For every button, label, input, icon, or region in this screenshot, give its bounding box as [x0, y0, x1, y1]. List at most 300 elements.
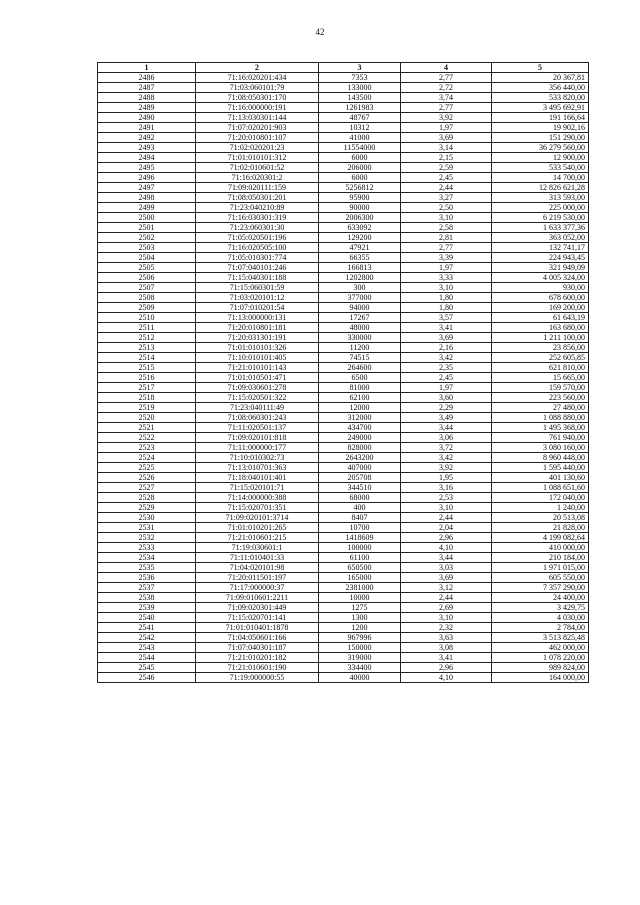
- area-cell: 6000: [319, 173, 401, 183]
- rate-cell: 2,15: [401, 153, 492, 163]
- row-number-cell: 2505: [98, 263, 196, 273]
- table-row: [98, 633, 589, 643]
- table-row: [98, 373, 589, 383]
- row-number-cell: 2514: [98, 353, 196, 363]
- cadastral-number-cell: 71:09:020101:3714: [196, 513, 319, 523]
- table-row: [98, 283, 589, 293]
- row-number-cell: 2509: [98, 303, 196, 313]
- row-number-cell: 2507: [98, 283, 196, 293]
- row-number-cell: 2543: [98, 643, 196, 653]
- cadastral-number-cell: 71:23:040111:49: [196, 403, 319, 413]
- value-cell: 401 130,60: [492, 473, 589, 483]
- row-number-cell: 2545: [98, 663, 196, 673]
- rate-cell: 3,44: [401, 553, 492, 563]
- rate-cell: 2,72: [401, 83, 492, 93]
- column-header-2: 2: [196, 63, 319, 73]
- rate-cell: 3,10: [401, 283, 492, 293]
- value-cell: 7 357 290,00: [492, 583, 589, 593]
- value-cell: 3 495 692,91: [492, 103, 589, 113]
- rate-cell: 2,29: [401, 403, 492, 413]
- value-cell: 169 200,00: [492, 303, 589, 313]
- rate-cell: 3,69: [401, 573, 492, 583]
- rate-cell: 3,92: [401, 113, 492, 123]
- table-row: [98, 443, 589, 453]
- area-cell: 967996: [319, 633, 401, 643]
- area-cell: 344510: [319, 483, 401, 493]
- row-number-cell: 2540: [98, 613, 196, 623]
- row-number-cell: 2520: [98, 413, 196, 423]
- cadastral-number-cell: 71:01:010101:326: [196, 343, 319, 353]
- value-cell: 4 199 082,64: [492, 533, 589, 543]
- table-row: [98, 253, 589, 263]
- cadastral-number-cell: 71:21:010101:143: [196, 363, 319, 373]
- rate-cell: 2,35: [401, 363, 492, 373]
- rate-cell: 2,44: [401, 593, 492, 603]
- rate-cell: 1,97: [401, 263, 492, 273]
- value-cell: 1 211 100,00: [492, 333, 589, 343]
- table-row: [98, 513, 589, 523]
- value-cell: 61 643,19: [492, 313, 589, 323]
- rate-cell: 2,96: [401, 533, 492, 543]
- value-cell: 191 166,64: [492, 113, 589, 123]
- area-cell: 330000: [319, 333, 401, 343]
- row-number-cell: 2510: [98, 313, 196, 323]
- rate-cell: 2,44: [401, 513, 492, 523]
- rate-cell: 4,10: [401, 543, 492, 553]
- value-cell: 1 971 015,00: [492, 563, 589, 573]
- value-cell: 164 000,00: [492, 673, 589, 683]
- row-number-cell: 2532: [98, 533, 196, 543]
- area-cell: 407000: [319, 463, 401, 473]
- cadastral-value-table: [97, 62, 589, 683]
- cadastral-number-cell: 71:07:040301:187: [196, 643, 319, 653]
- cadastral-number-cell: 71:18:040101:401: [196, 473, 319, 483]
- area-cell: 10312: [319, 123, 401, 133]
- cadastral-number-cell: 71:21:010201:182: [196, 653, 319, 663]
- table-row: [98, 573, 589, 583]
- table-row: [98, 393, 589, 403]
- table-row: [98, 343, 589, 353]
- page-number: 42: [315, 27, 325, 37]
- value-cell: 159 570,00: [492, 383, 589, 393]
- cadastral-number-cell: 71:16:030301:319: [196, 213, 319, 223]
- cadastral-number-cell: 71:09:020101:818: [196, 433, 319, 443]
- area-cell: 165000: [319, 573, 401, 583]
- row-number-cell: 2525: [98, 463, 196, 473]
- table-row: [98, 353, 589, 363]
- column-header-3: 3: [319, 63, 401, 73]
- table-row: [98, 203, 589, 213]
- cadastral-number-cell: 71:10:010101:405: [196, 353, 319, 363]
- value-cell: 27 480,00: [492, 403, 589, 413]
- cadastral-number-cell: 71:03:020101:12: [196, 293, 319, 303]
- area-cell: 10000: [319, 593, 401, 603]
- cadastral-number-cell: 71:23:060301:30: [196, 223, 319, 233]
- value-cell: 151 290,00: [492, 133, 589, 143]
- cadastral-number-cell: 71:20:010801:181: [196, 323, 319, 333]
- row-number-cell: 2518: [98, 393, 196, 403]
- table-row: [98, 263, 589, 273]
- cadastral-number-cell: 71:08:060301:243: [196, 413, 319, 423]
- table-row: [98, 563, 589, 573]
- table-row: [98, 433, 589, 443]
- area-cell: 17267: [319, 313, 401, 323]
- rate-cell: 2,81: [401, 233, 492, 243]
- row-number-cell: 2492: [98, 133, 196, 143]
- rate-cell: 3,14: [401, 143, 492, 153]
- row-number-cell: 2541: [98, 623, 196, 633]
- area-cell: 8407: [319, 513, 401, 523]
- cadastral-number-cell: 71:19:000000:55: [196, 673, 319, 683]
- area-cell: 166813: [319, 263, 401, 273]
- cadastral-number-cell: 71:01:010501:471: [196, 373, 319, 383]
- row-number-cell: 2486: [98, 73, 196, 83]
- value-cell: 1 595 440,00: [492, 463, 589, 473]
- rate-cell: 3,10: [401, 503, 492, 513]
- row-number-cell: 2527: [98, 483, 196, 493]
- table-row: [98, 643, 589, 653]
- rate-cell: 3,03: [401, 563, 492, 573]
- rate-cell: 3,41: [401, 323, 492, 333]
- area-cell: 1418609: [319, 533, 401, 543]
- value-cell: 605 550,00: [492, 573, 589, 583]
- table-row: [98, 153, 589, 163]
- area-cell: 300: [319, 283, 401, 293]
- cadastral-number-cell: 71:09:020111:159: [196, 183, 319, 193]
- area-cell: 100000: [319, 543, 401, 553]
- cadastral-number-cell: 71:13:010701:363: [196, 463, 319, 473]
- cadastral-number-cell: 71:07:010201:54: [196, 303, 319, 313]
- cadastral-number-cell: 71:16:020301:2: [196, 173, 319, 183]
- area-cell: 5256812: [319, 183, 401, 193]
- rate-cell: 3,41: [401, 653, 492, 663]
- cadastral-number-cell: 71:23:040210:89: [196, 203, 319, 213]
- value-cell: 224 943,45: [492, 253, 589, 263]
- row-number-cell: 2489: [98, 103, 196, 113]
- rate-cell: 3,60: [401, 393, 492, 403]
- rate-cell: 2,32: [401, 623, 492, 633]
- value-cell: 24 400,00: [492, 593, 589, 603]
- value-cell: 533 820,00: [492, 93, 589, 103]
- area-cell: 334400: [319, 663, 401, 673]
- table-row: [98, 503, 589, 513]
- cadastral-number-cell: 71:13:000000:131: [196, 313, 319, 323]
- table-row: [98, 113, 589, 123]
- cadastral-number-cell: 71:19:030601:1: [196, 543, 319, 553]
- table-row: [98, 403, 589, 413]
- value-cell: 163 680,00: [492, 323, 589, 333]
- rate-cell: 3,69: [401, 133, 492, 143]
- table-row: [98, 473, 589, 483]
- value-cell: 3 513 825,48: [492, 633, 589, 643]
- row-number-cell: 2519: [98, 403, 196, 413]
- rate-cell: 3,10: [401, 213, 492, 223]
- area-cell: 68000: [319, 493, 401, 503]
- cadastral-number-cell: 71:03:060101:79: [196, 83, 319, 93]
- value-cell: 1 088 880,00: [492, 413, 589, 423]
- value-cell: 20 513,08: [492, 513, 589, 523]
- value-cell: 1 078 220,00: [492, 653, 589, 663]
- value-cell: 172 040,00: [492, 493, 589, 503]
- area-cell: 400: [319, 503, 401, 513]
- rate-cell: 2,69: [401, 603, 492, 613]
- row-number-cell: 2512: [98, 333, 196, 343]
- table-row: [98, 73, 589, 83]
- cadastral-number-cell: 71:08:050301:201: [196, 193, 319, 203]
- table-row: [98, 543, 589, 553]
- row-number-cell: 2536: [98, 573, 196, 583]
- table-row: [98, 303, 589, 313]
- cadastral-number-cell: 71:15:020501:322: [196, 393, 319, 403]
- area-cell: 312000: [319, 413, 401, 423]
- table-row: [98, 323, 589, 333]
- row-number-cell: 2496: [98, 173, 196, 183]
- row-number-cell: 2516: [98, 373, 196, 383]
- value-cell: 252 605,85: [492, 353, 589, 363]
- cadastral-number-cell: 71:20:010801:107: [196, 133, 319, 143]
- row-number-cell: 2504: [98, 253, 196, 263]
- area-cell: 62100: [319, 393, 401, 403]
- area-cell: 66355: [319, 253, 401, 263]
- table-row: [98, 523, 589, 533]
- cadastral-number-cell: 71:02:010601:52: [196, 163, 319, 173]
- row-number-cell: 2521: [98, 423, 196, 433]
- table-row: [98, 313, 589, 323]
- row-number-cell: 2493: [98, 143, 196, 153]
- row-number-cell: 2538: [98, 593, 196, 603]
- cadastral-number-cell: 71:15:020701:141: [196, 613, 319, 623]
- area-cell: 6500: [319, 373, 401, 383]
- row-number-cell: 2539: [98, 603, 196, 613]
- rate-cell: 3,57: [401, 313, 492, 323]
- rate-cell: 3,92: [401, 463, 492, 473]
- area-cell: 95900: [319, 193, 401, 203]
- area-cell: 74515: [319, 353, 401, 363]
- table-row: [98, 663, 589, 673]
- row-number-cell: 2503: [98, 243, 196, 253]
- row-number-cell: 2497: [98, 183, 196, 193]
- row-number-cell: 2490: [98, 113, 196, 123]
- rate-cell: 2,96: [401, 663, 492, 673]
- value-cell: 225 000,00: [492, 203, 589, 213]
- rate-cell: 2,53: [401, 493, 492, 503]
- row-number-cell: 2487: [98, 83, 196, 93]
- rate-cell: 3,08: [401, 643, 492, 653]
- rate-cell: 3,27: [401, 193, 492, 203]
- cadastral-number-cell: 71:07:020201:903: [196, 123, 319, 133]
- value-cell: 621 810,00: [492, 363, 589, 373]
- cadastral-number-cell: 71:02:020201:23: [196, 143, 319, 153]
- cadastral-number-cell: 71:08:050301:170: [196, 93, 319, 103]
- rate-cell: 3,39: [401, 253, 492, 263]
- row-number-cell: 2495: [98, 163, 196, 173]
- row-number-cell: 2535: [98, 563, 196, 573]
- table-row: [98, 553, 589, 563]
- area-cell: 94000: [319, 303, 401, 313]
- rate-cell: 2,04: [401, 523, 492, 533]
- table-row: [98, 133, 589, 143]
- rate-cell: 2,77: [401, 103, 492, 113]
- column-header-5: 5: [492, 63, 589, 73]
- cadastral-number-cell: 71:11:000000:177: [196, 443, 319, 453]
- row-number-cell: 2508: [98, 293, 196, 303]
- table-row: [98, 163, 589, 173]
- cadastral-number-cell: 71:11:010401:33: [196, 553, 319, 563]
- value-cell: 761 940,00: [492, 433, 589, 443]
- area-cell: 2643200: [319, 453, 401, 463]
- row-number-cell: 2517: [98, 383, 196, 393]
- rate-cell: 2,50: [401, 203, 492, 213]
- value-cell: 410 000,00: [492, 543, 589, 553]
- area-cell: 47921: [319, 243, 401, 253]
- row-number-cell: 2488: [98, 93, 196, 103]
- cadastral-number-cell: 71:13:030301:144: [196, 113, 319, 123]
- value-cell: 12 826 621,28: [492, 183, 589, 193]
- area-cell: 249000: [319, 433, 401, 443]
- table-row: [98, 483, 589, 493]
- cadastral-number-cell: 71:09:020301:449: [196, 603, 319, 613]
- table-row: [98, 593, 589, 603]
- value-cell: 678 600,00: [492, 293, 589, 303]
- rate-cell: 1,97: [401, 383, 492, 393]
- cadastral-number-cell: 71:09:030601:278: [196, 383, 319, 393]
- row-number-cell: 2515: [98, 363, 196, 373]
- value-cell: 313 593,00: [492, 193, 589, 203]
- area-cell: 1202800: [319, 273, 401, 283]
- rate-cell: 3,10: [401, 613, 492, 623]
- area-cell: 7353: [319, 73, 401, 83]
- area-cell: 11200: [319, 343, 401, 353]
- area-cell: 12000: [319, 403, 401, 413]
- area-cell: 6000: [319, 153, 401, 163]
- value-cell: 36 279 560,00: [492, 143, 589, 153]
- value-cell: 14 700,00: [492, 173, 589, 183]
- table-row: [98, 463, 589, 473]
- row-number-cell: 2499: [98, 203, 196, 213]
- value-cell: 1 633 377,36: [492, 223, 589, 233]
- table-row: [98, 273, 589, 283]
- rate-cell: 2,45: [401, 373, 492, 383]
- area-cell: 143500: [319, 93, 401, 103]
- table-row: [98, 183, 589, 193]
- cadastral-number-cell: 71:01:010101:312: [196, 153, 319, 163]
- area-cell: 11554000: [319, 143, 401, 153]
- row-number-cell: 2502: [98, 233, 196, 243]
- value-cell: 1 495 368,00: [492, 423, 589, 433]
- area-cell: 40000: [319, 673, 401, 683]
- column-header-1: 1: [98, 63, 196, 73]
- value-cell: 989 824,00: [492, 663, 589, 673]
- area-cell: 48767: [319, 113, 401, 123]
- cadastral-number-cell: 71:16:020201:434: [196, 73, 319, 83]
- value-cell: 8 960 448,00: [492, 453, 589, 463]
- area-cell: 650500: [319, 563, 401, 573]
- value-cell: 363 052,00: [492, 233, 589, 243]
- rate-cell: 3,12: [401, 583, 492, 593]
- area-cell: 319000: [319, 653, 401, 663]
- cadastral-number-cell: 71:15:020701:351: [196, 503, 319, 513]
- value-cell: 4 030,00: [492, 613, 589, 623]
- cadastral-number-cell: 71:17:000000:37: [196, 583, 319, 593]
- rate-cell: 3,33: [401, 273, 492, 283]
- rate-cell: 3,69: [401, 333, 492, 343]
- row-number-cell: 2498: [98, 193, 196, 203]
- table-row: [98, 623, 589, 633]
- area-cell: 828000: [319, 443, 401, 453]
- value-cell: 12 900,00: [492, 153, 589, 163]
- value-cell: 356 440,00: [492, 83, 589, 93]
- table-row: [98, 533, 589, 543]
- table-row: [98, 223, 589, 233]
- area-cell: 90000: [319, 203, 401, 213]
- rate-cell: 2,58: [401, 223, 492, 233]
- rate-cell: 3,72: [401, 443, 492, 453]
- area-cell: 1300: [319, 613, 401, 623]
- area-cell: 150000: [319, 643, 401, 653]
- cadastral-number-cell: 71:09:010601:2211: [196, 593, 319, 603]
- area-cell: 1275: [319, 603, 401, 613]
- area-cell: 1200: [319, 623, 401, 633]
- value-cell: 223 560,00: [492, 393, 589, 403]
- value-cell: 20 367,81: [492, 73, 589, 83]
- value-cell: 21 828,00: [492, 523, 589, 533]
- cadastral-number-cell: 71:01:010201:265: [196, 523, 319, 533]
- row-number-cell: 2534: [98, 553, 196, 563]
- cadastral-number-cell: 71:04:050601:166: [196, 633, 319, 643]
- cadastral-number-cell: 71:21:010601:190: [196, 663, 319, 673]
- rate-cell: 2,16: [401, 343, 492, 353]
- row-number-cell: 2528: [98, 493, 196, 503]
- area-cell: 2006300: [319, 213, 401, 223]
- rate-cell: 3,74: [401, 93, 492, 103]
- area-cell: 10700: [319, 523, 401, 533]
- row-number-cell: 2529: [98, 503, 196, 513]
- cadastral-number-cell: 71:15:020101:71: [196, 483, 319, 493]
- row-number-cell: 2494: [98, 153, 196, 163]
- row-number-cell: 2533: [98, 543, 196, 553]
- table-row: [98, 613, 589, 623]
- cadastral-number-cell: 71:21:010601:215: [196, 533, 319, 543]
- row-number-cell: 2544: [98, 653, 196, 663]
- rate-cell: 3,42: [401, 453, 492, 463]
- area-cell: 205708: [319, 473, 401, 483]
- value-cell: 1 240,00: [492, 503, 589, 513]
- row-number-cell: 2511: [98, 323, 196, 333]
- rate-cell: 3,42: [401, 353, 492, 363]
- table-row: [98, 493, 589, 503]
- table-row: [98, 173, 589, 183]
- value-cell: 19 902,16: [492, 123, 589, 133]
- value-cell: 4 005 324,00: [492, 273, 589, 283]
- rate-cell: 4,10: [401, 673, 492, 683]
- table-row: [98, 93, 589, 103]
- area-cell: 633092: [319, 223, 401, 233]
- area-cell: 41000: [319, 133, 401, 143]
- value-cell: 132 741,17: [492, 243, 589, 253]
- cadastral-number-cell: 71:04:020101:98: [196, 563, 319, 573]
- table-body: [98, 73, 589, 683]
- row-number-cell: 2522: [98, 433, 196, 443]
- cadastral-number-cell: 71:07:040101:246: [196, 263, 319, 273]
- table-row: [98, 243, 589, 253]
- rate-cell: 3,16: [401, 483, 492, 493]
- table-row: [98, 653, 589, 663]
- area-cell: 2381000: [319, 583, 401, 593]
- rate-cell: 1,95: [401, 473, 492, 483]
- area-cell: 81000: [319, 383, 401, 393]
- cadastral-number-cell: 71:05:010301:774: [196, 253, 319, 263]
- row-number-cell: 2491: [98, 123, 196, 133]
